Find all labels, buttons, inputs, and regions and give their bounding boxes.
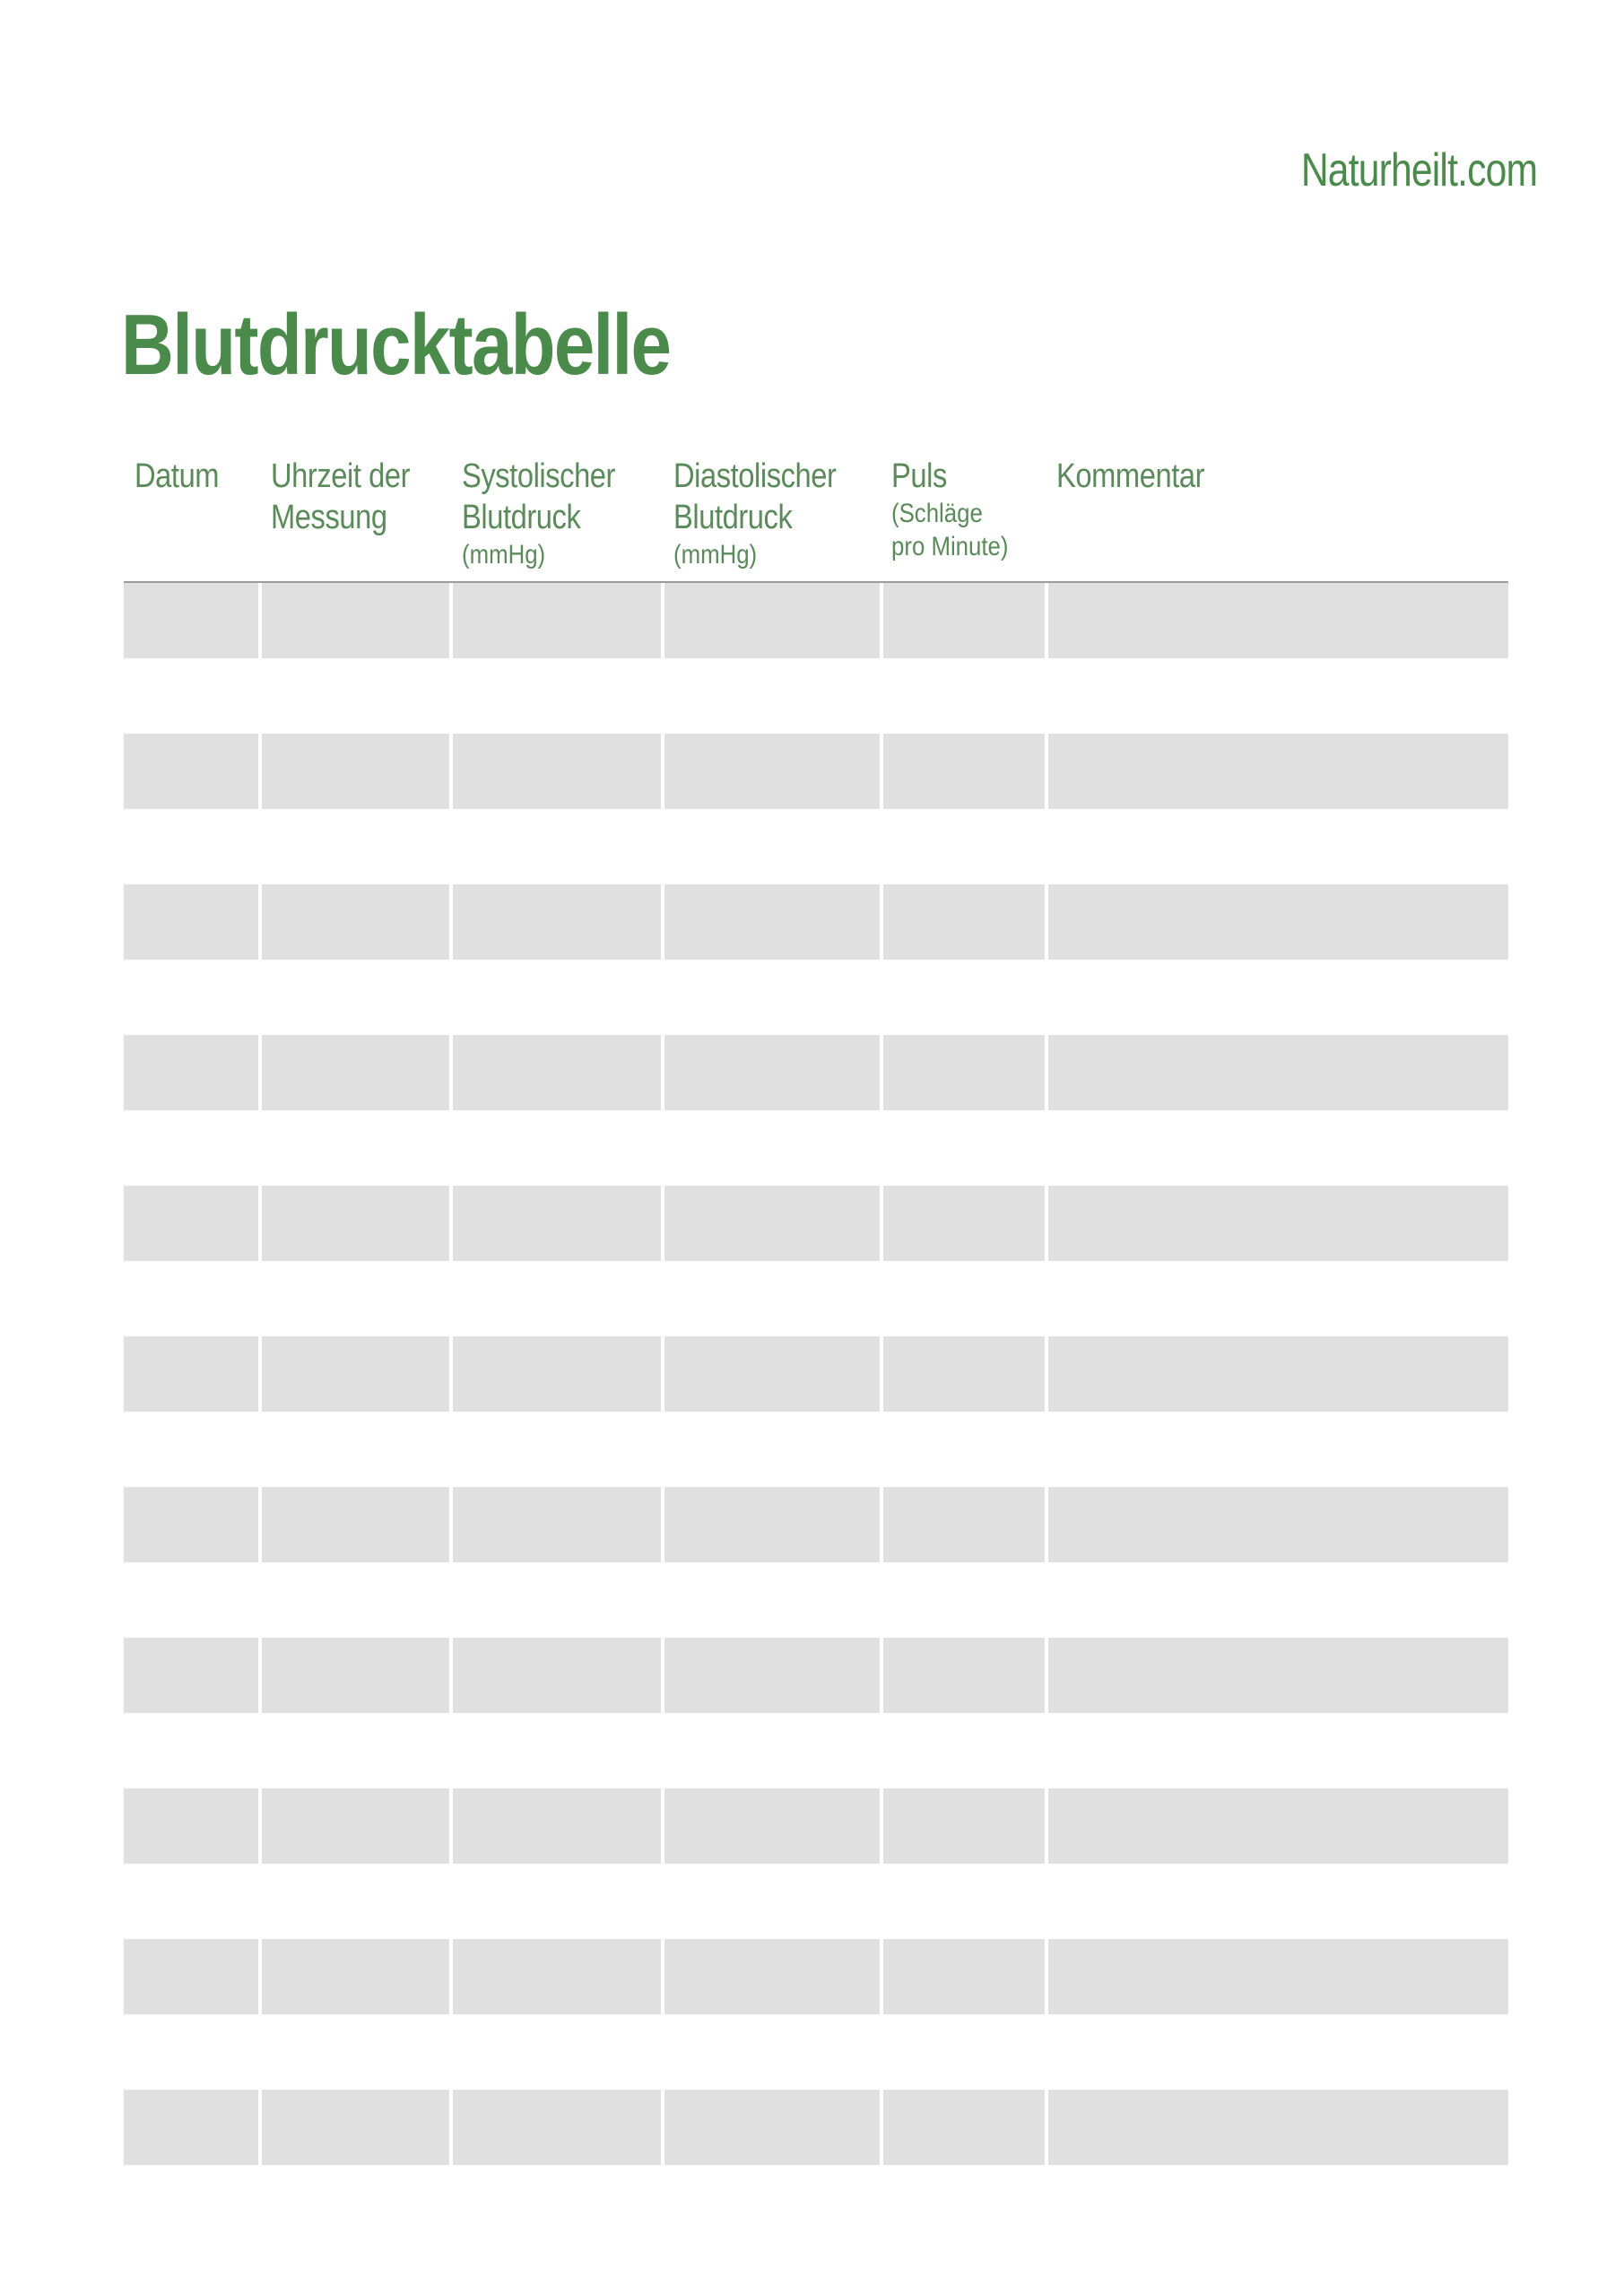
table-cell-datum [124,1487,258,1562]
table-cell-puls [883,1939,1045,2014]
table-cell-uhrzeit [262,884,449,960]
column-header-label-line2: Blutdruck [462,499,581,536]
table-header [124,456,1508,581]
table-cell-kommentar [1048,1035,1508,1110]
table-row [124,1487,1508,1562]
table-cell-puls [883,1035,1045,1110]
table-cell-puls [883,1186,1045,1261]
table-cell-diastolisch [664,884,880,960]
table-cell-systolisch [453,1939,661,2014]
table-cell-datum [124,583,258,658]
table-cell-uhrzeit [262,2090,449,2165]
column-header-unit: (mmHg) [462,540,546,570]
table-cell-puls [883,583,1045,658]
table-row [124,1035,1508,1110]
table-cell-systolisch [453,884,661,960]
table-cell-diastolisch [664,1336,880,1412]
table-cell-puls [883,734,1045,809]
column-header-label: Diastolischer [673,457,837,495]
column-header-label-line2: Messung [271,499,387,536]
table-row [124,1939,1508,2014]
table-cell-puls [883,1638,1045,1713]
table-cell-diastolisch [664,1035,880,1110]
table-row [124,1336,1508,1412]
table-cell-uhrzeit [262,1939,449,2014]
column-header-uhrzeit [271,456,432,538]
table-row [124,734,1508,809]
table-cell-diastolisch [664,583,880,658]
table-cell-diastolisch [664,1487,880,1562]
table-cell-diastolisch [664,1638,880,1713]
table-row [124,583,1508,658]
table-cell-datum [124,1638,258,1713]
table-cell-uhrzeit [262,1638,449,1713]
table-cell-uhrzeit [262,1336,449,1412]
table-cell-kommentar [1048,1336,1508,1412]
table-row [124,884,1508,960]
table-body [124,583,1508,2240]
brand-logo-text: Naturheilt.com [1300,144,1537,196]
table-cell-systolisch [453,1035,661,1110]
table-cell-systolisch [453,1788,661,1864]
table-cell-kommentar [1048,884,1508,960]
column-header-label-line2: Blutdruck [673,499,793,536]
table-cell-kommentar [1048,734,1508,809]
table-cell-uhrzeit [262,583,449,658]
column-header-label: Uhrzeit der [271,457,411,495]
table-cell-uhrzeit [262,1186,449,1261]
table-cell-datum [124,2090,258,2165]
table-cell-puls [883,1487,1045,1562]
table-cell-kommentar [1048,1638,1508,1713]
table-cell-datum [124,884,258,960]
page-title: Blutdrucktabelle [121,297,671,393]
table-row [124,1186,1508,1261]
table-cell-kommentar [1048,1939,1508,2014]
table-cell-systolisch [453,1638,661,1713]
table-cell-diastolisch [664,1788,880,1864]
column-header-label: Datum [135,457,220,495]
table-cell-uhrzeit [262,1035,449,1110]
table-cell-diastolisch [664,2090,880,2165]
table-cell-uhrzeit [262,734,449,809]
table-cell-kommentar [1048,2090,1508,2165]
table-cell-datum [124,1939,258,2014]
table-cell-kommentar [1048,1788,1508,1864]
column-header-label: Systolischer [462,457,616,495]
table-cell-datum [124,1035,258,1110]
table-cell-systolisch [453,1336,661,1412]
table-row [124,1788,1508,1864]
column-header-unit: (mmHg) [673,540,758,570]
table-cell-uhrzeit [262,1788,449,1864]
table-cell-kommentar [1048,1186,1508,1261]
table-cell-kommentar [1048,1487,1508,1562]
table-cell-diastolisch [664,1186,880,1261]
table-cell-puls [883,884,1045,960]
column-header-label: Kommentar [1056,457,1205,495]
column-header-label: Puls [891,457,947,495]
table-cell-uhrzeit [262,1487,449,1562]
table-cell-puls [883,1336,1045,1412]
column-header-puls [891,456,1028,563]
table-cell-diastolisch [664,1939,880,2014]
table-cell-puls [883,2090,1045,2165]
table-cell-datum [124,1788,258,1864]
table-cell-systolisch [453,1186,661,1261]
table-cell-systolisch [453,734,661,809]
table-row [124,1638,1508,1713]
table-cell-systolisch [453,1487,661,1562]
table-cell-diastolisch [664,734,880,809]
column-header-systolisch [462,456,640,571]
table-row [124,2090,1508,2165]
table-cell-systolisch [453,583,661,658]
table-cell-kommentar [1048,583,1508,658]
table-cell-datum [124,734,258,809]
table-cell-systolisch [453,2090,661,2165]
table-cell-datum [124,1186,258,1261]
column-header-kommentar [1056,456,1229,497]
column-header-unit-line2: pro Minute) [891,532,1009,561]
table-cell-datum [124,1336,258,1412]
column-header-datum [135,456,232,497]
table-cell-puls [883,1788,1045,1864]
column-header-unit: (Schläge [891,499,983,528]
column-header-diastolisch [673,456,863,571]
